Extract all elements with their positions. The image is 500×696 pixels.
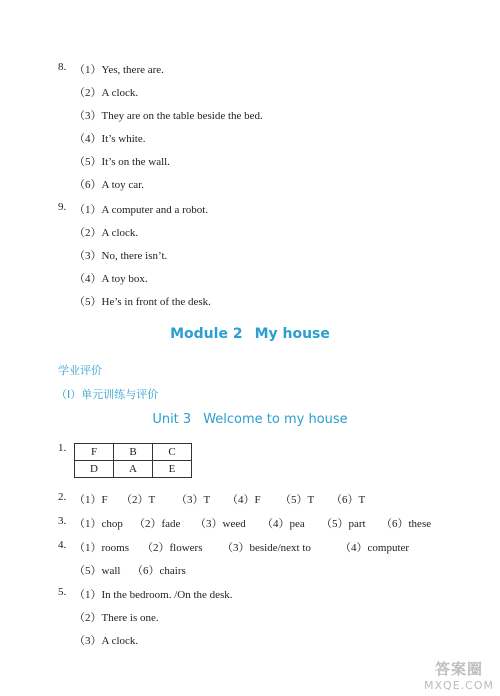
q4-answer-3: （3）beside/next to [222,542,311,554]
unit-heading [0,412,500,427]
grid-row [75,461,192,478]
grid-cell: A [114,461,153,478]
grid-cell: E [153,461,192,478]
watermark [424,658,494,692]
grid-row [75,444,192,461]
grid-cell: D [75,461,114,478]
q2-answer-2: （2）T [121,494,156,506]
q8-answer-1: （1）Yes, there are. [74,64,164,76]
q8-answer-2: （2）A clock. [74,87,139,99]
q9-answer-4: （4）A toy box. [74,273,148,285]
grid-cell: C [153,444,192,461]
answer-grid [74,443,192,478]
q5-answer-2: （2）There is one. [74,612,159,624]
q4-answer-4: （4）computer [340,542,410,554]
section-title: 学业评价 [58,364,102,377]
q4-answer-1: （1）rooms [74,542,129,554]
q2-answer-6: （6）T [331,494,366,506]
q4-answer-6: （6）chairs [132,565,186,577]
q4-answer-5: （5）wall [74,565,121,577]
question-1-number: 1. [58,442,67,454]
q2-answer-5: （5）T [280,494,315,506]
q4-answer-2: （2）flowers [142,542,203,554]
q3-answer-4: （4）pea [262,518,305,530]
grid-cell: B [114,444,153,461]
module-heading [0,326,500,342]
module-title: My house [254,326,330,342]
question-5-number: 5. [58,586,67,598]
q3-answer-1: （1）chop [74,518,123,530]
q9-answer-1: （1）A computer and a robot. [74,204,209,216]
q3-answer-5: （5）part [321,518,366,530]
q3-answer-2: （2）fade [134,518,181,530]
watermark-url: MXQE.COM [424,679,494,692]
question-3-number: 3. [58,515,67,527]
q2-answer-1: （1）F [74,494,108,506]
question-8-number: 8. [58,61,67,73]
q8-answer-3: （3）They are on the table beside the bed. [74,110,263,122]
unit-label: Unit 3 [152,412,192,427]
module-label: Module 2 [170,326,243,342]
unit-title: Welcome to my house [203,412,348,427]
q8-answer-6: （6）A toy car. [74,179,144,191]
q9-answer-3: （3）No, there isn’t. [74,250,168,262]
q3-answer-3: （3）weed [195,518,246,530]
question-4-number: 4. [58,539,67,551]
q9-answer-5: （5）He’s in front of the desk. [74,296,211,308]
q5-answer-1: （1）In the bedroom. /On the desk. [74,589,233,601]
q8-answer-5: （5）It’s on the wall. [74,156,170,168]
section-subtitle: （Ⅰ）单元训练与评价 [56,388,159,401]
question-9-number: 9. [58,201,67,213]
q9-answer-2: （2）A clock. [74,227,139,239]
q8-answer-4: （4）It’s white. [74,133,146,145]
watermark-logo-text: 答案圈 [435,660,484,678]
grid-cell: F [75,444,114,461]
q2-answer-4: （4）F [227,494,261,506]
question-2-number: 2. [58,491,67,503]
q5-answer-3: （3）A clock. [74,635,139,647]
q3-answer-6: （6）these [381,518,432,530]
q2-answer-3: （3）T [176,494,211,506]
